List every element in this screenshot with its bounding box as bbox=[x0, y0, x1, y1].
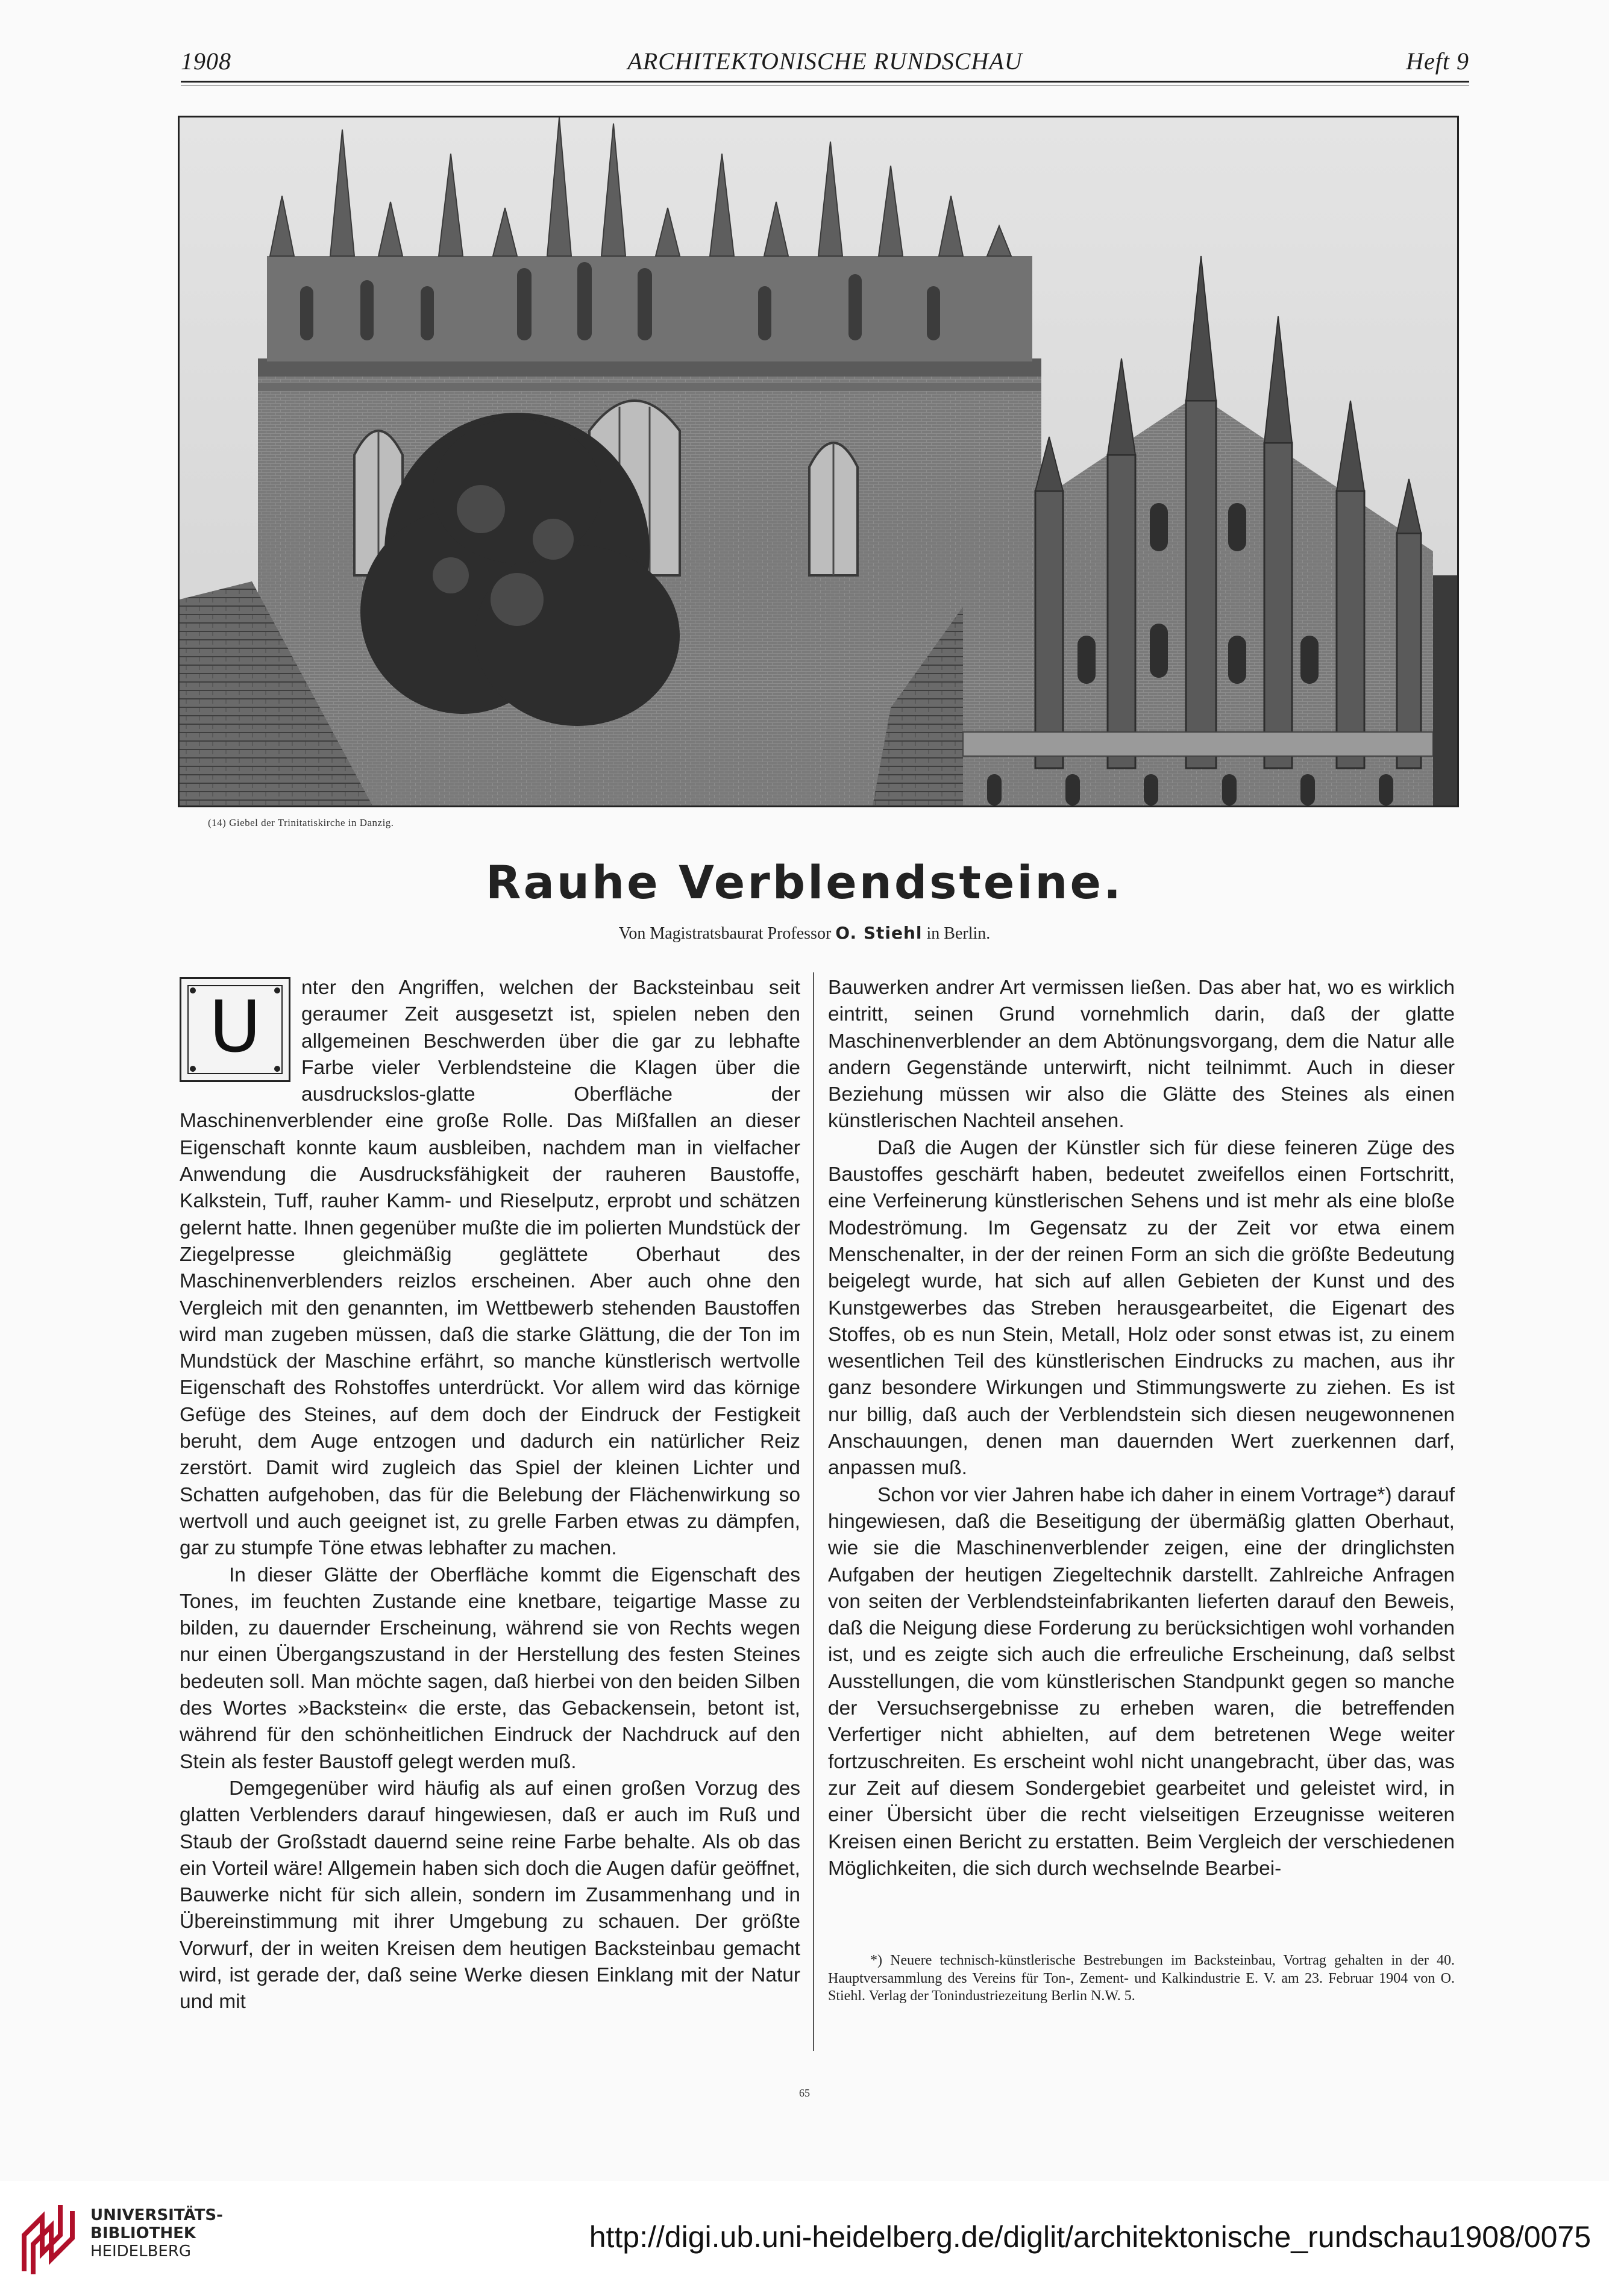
header-journal: ARCHITEKTONISCHE RUNDSCHAU bbox=[627, 48, 1023, 75]
text-column-right bbox=[828, 975, 1455, 1882]
article-byline bbox=[0, 923, 1609, 943]
paragraph: Bauwerken andrer Art vermissen ließen. Das aber hat, wo es wirklich eintritt, seinen Grund vornehmlich darin, daß der glatte Maschinenverblender an dem Abtönungsvorgang, dem die Natur alle andern Gegenstände unterwirft, nicht teilnimmt. Auch in dieser Beziehung müssen wir also die Glätte des Steines als einen künstlerischen Nachteil ansehen. bbox=[828, 977, 1455, 1133]
paragraph: Demgegenüber wird häufig als auf einen großen Vorzug des glatten Verblenders darauf hingewiesen, daß er auch im Ruß und Staub der Großstadt dauernd seine reine Farbe behalte. Als ob das ein Vorteil wäre! Allgemein haben sich doch die Augen dafür geöffnet, Bauwerke nicht für sich allein, sondern im Zusammenhang und in Übereinstimmung mit ihrer Umgebung zu schauen. Der größte Vorwurf, der in weiten Kreisen dem heutigen Backsteinbau gemacht wird, ist gerade der, daß seine Werke diesen Einklang mit der Natur und mit bbox=[180, 1777, 800, 2013]
text-column-left bbox=[180, 975, 800, 2016]
byline-prefix: Von Magistratsbaurat Professor bbox=[618, 924, 832, 943]
source-url[interactable]: http://digi.ub.uni-heidelberg.de/diglit/architektonische_rundschau1908/0075 bbox=[589, 2220, 1591, 2254]
library-name bbox=[90, 2206, 223, 2260]
page-number: 65 bbox=[799, 2087, 810, 2099]
drop-cap-letter: U bbox=[209, 985, 262, 1068]
drop-cap-initial bbox=[180, 977, 290, 1082]
paragraph: Daß die Augen der Künstler sich für diese feineren Züge des Baustoffes geschärft haben, bedeutet zweifellos einen Fortschritt, eine Verfeinerung künstlerischen Sehens und ist mehr als eine bloße Modeströmung. Im Gegensatz zu der Zeit vor etwa einem Menschenalter, in der der reinen Form an sich die größte Bedeutung beigelegt wurde, hat sich auf allen Gebieten der Kunst und des Kunstgewerbes das Streben herausgearbeitet, die Eigenart des Stoffes, ob es nun Stein, Metall, Holz oder sonst etwas ist, zu einem wesentlichen Teil des künstlerischen Eindrucks zu machen, aus ihr ganz besondere Wirkungen und Stimmungswerte zu ziehen. Es ist nur billig, daß auch der Verblendstein sich diesen neugewonnenen Anschauungen, denen man dauernden Wert zuerkennen darf, anpassen muß. bbox=[828, 1136, 1455, 1480]
drop-cap-ornament-icon bbox=[274, 1066, 280, 1072]
library-name-line3: HEIDELBERG bbox=[90, 2242, 192, 2260]
byline-author: O. Stiehl bbox=[835, 923, 923, 943]
header-year: 1908 bbox=[181, 48, 231, 75]
column-divider bbox=[813, 972, 814, 2051]
footnote bbox=[828, 1952, 1455, 2006]
byline-suffix: in Berlin. bbox=[926, 924, 991, 943]
header-rule bbox=[181, 81, 1469, 83]
header-issue: Heft 9 bbox=[1406, 48, 1469, 75]
paragraph: nter den Angriffen, welchen der Backsteinbau seit geraumer Zeit ausgesetzt ist, spielen neben den allgemeinen Beschwerden über die gar zu lebhafte Farbe vieler Verblendsteine die Klagen über die ausdruckslos-glatte Oberfläche der Maschinenverblender eine große Rolle. Das Mißfallen an dieser Eigenschaft konnte kaum ausbleiben, nachdem man in vielfacher Anwendung die Ausdrucksfähigkeit der rauheren Baustoffe, Kalkstein, Tuff, rauher Kamm- und Rieselputz, erprobt und schätzen gelernt hatte. Ihnen gegenüber mußte die im polierten Mundstück der Ziegelpresse gleichmäßig geglättete Oberhaut des Maschinenverblenders reizlos erscheinen. Aber auch ohne den Vergleich mit den genannten, im Wettbewerb stehenden Baustoffen wird man zugeben müssen, daß die starke Glättung, die der Ton im Mundstück der Maschine erfährt, so manche künstlerisch wertvolle Eigenschaft des Rohstoffes unterdrückt. Vor allem wird das körnige Gefüge des Steines, auf dem doch der Eindruck der Festigkeit beruht, dem Auge entzogen und dadurch ein natürlicher Reiz zerstört. Damit wird zugleich das Spiel der kleinen Lichter und Schatten aufgehoben, das für die Belebung der Flächenwirkung so wertvoll und auch geeignet ist, zu grelle Farben etwas zu dämpfen, gar zu stumpfe Töne etwas lebhafter zu machen. bbox=[180, 977, 800, 1560]
church-gable-photo bbox=[178, 116, 1459, 807]
figure-caption: (14) Giebel der Trinitatiskirche in Danzig. bbox=[208, 817, 394, 828]
running-header bbox=[181, 47, 1469, 81]
drop-cap-ornament-icon bbox=[190, 1066, 196, 1072]
ub-heidelberg-logo-icon bbox=[18, 2199, 81, 2277]
footnote-text: *) Neuere technisch-künstlerische Bestrebungen im Backsteinbau, Vortrag gehalten in der 40. Hauptversammlung des Vereins für Ton-, Zement- und Kalkindustrie E. V. am 23. Februar 1904 von O. Stiehl. Verlag der Tonindustriezeitung Berlin N.W. 5. bbox=[828, 1953, 1455, 2004]
article-title: Rauhe Verblendsteine. bbox=[486, 856, 1123, 909]
paragraph: Schon vor vier Jahren habe ich daher in einem Vortrage*) darauf hingewiesen, daß die Beseitigung der übermäßig glatten Oberhaut, wie sie die Maschinenverblender zeigen, eine der dringlichsten Aufgaben der heutigen Ziegeltechnik darstellt. Zahlreiche Anfragen von seiten der Verblendsteinfabrikanten lieferten darauf den Beweis, daß die Neigung diese Forderung zu berücksichtigen wohl vorhanden ist, und es zeigte sich auch die erfreuliche Erscheinung, daß selbst Ausstellungen, die vom künstlerischen Standpunkt gegen so manche der Versuchsergebnisse zu erheben waren, die betreffenden Verfertiger nicht abhielten, auf dem betretenen Wege weiter fortzuschreiten. Es erscheint wohl nicht unangebracht, über das, was zur Zeit auf diesem Sondergebiet gearbeitet und geleistet wird, in einer Übersicht über die recht vielseitigen Erzeugnisse weiteren Kreisen einen Bericht zu erstatten. Beim Vergleich der verschiedenen Möglichkeiten, die sich durch wechselnde Bearbei- bbox=[828, 1483, 1455, 1880]
logo-mark bbox=[24, 2205, 72, 2274]
library-name-line1: UNIVERSITÄTS- bbox=[90, 2206, 223, 2224]
paragraph: In dieser Glätte der Oberfläche kommt die Eigenschaft des Tones, im feuchten Zustande eine knetbare, teigartige Masse zu bilden, zu dauernder Erscheinung, während sie von Rechts wegen nur einen Übergangszustand in der Herstellung des festen Steines bedeuten soll. Man möchte sagen, daß hierbei von den beiden Silben des Wortes »Backstein« die erste, das Gebackensein, betont ist, während für den schönheitlichen Eindruck der Nachdruck auf den Stein als fester Baustoff gelegt werden muß. bbox=[180, 1563, 800, 1773]
library-name-line2: BIBLIOTHEK bbox=[90, 2224, 196, 2242]
church-photo-illustration bbox=[180, 117, 1457, 805]
